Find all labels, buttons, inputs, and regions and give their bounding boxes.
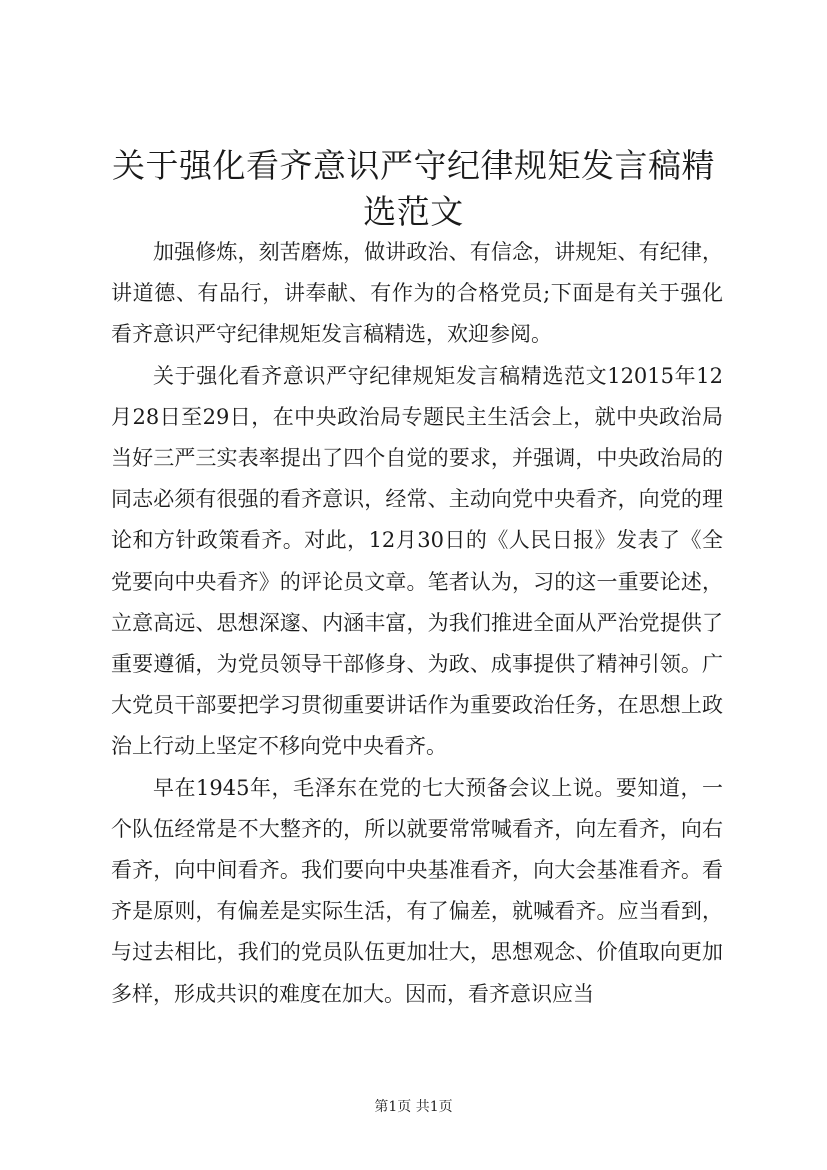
document-body	[111, 232, 723, 1015]
page-number-footer: 第1页 共1页	[374, 1099, 453, 1115]
paragraph-main: 关于强化看齐意识严守纪律规矩发言稿精选范文12015年12月28日至29日，在中央政治局专题民主生活会上，就中央政治局当好三严三实表率提出了四个自觉的要求，并强调，中央政治局的同志必须有很强的看齐意识，经常、主动向党中央看齐，向党的理论和方针政策看齐。对此，12月30日的《人民日报》发表了《全党要向中央看齐》的评论员文章。笔者认为，习的这一重要论述，立意高远、思想深邃、内涵丰富，为我们推进全面从严治党提供了重要遵循，为党员领导干部修身、为政、成事提供了精神引领。广大党员干部要把学习贯彻重要讲话作为重要政治任务，在思想上政治上行动上坚定不移向党中央看齐。	[111, 363, 723, 759]
paragraph-intro: 加强修炼，刻苦磨炼，做讲政治、有信念，讲规矩、有纪律，讲道德、有品行，讲奉献、有作为的合格党员;下面是有关于强化看齐意识严守纪律规矩发言稿精选，欢迎参阅。	[111, 240, 723, 347]
paragraph-history: 早在1945年，毛泽东在党的七大预备会议上说。要知道，一个队伍经常是不大整齐的，所以就要常常喊看齐，向左看齐，向右看齐，向中间看齐。我们要向中央基准看齐，向大会基准看齐。看齐是原则，有偏差是实际生活，有了偏差，就喊看齐。应当看到，与过去相比，我们的党员队伍更加壮大，思想观念、价值取向更加多样，形成共识的难度在加大。因而，看齐意识应当	[111, 775, 723, 1006]
document-title: 关于强化看齐意识严守纪律规矩发言稿精选范文	[112, 146, 715, 231]
